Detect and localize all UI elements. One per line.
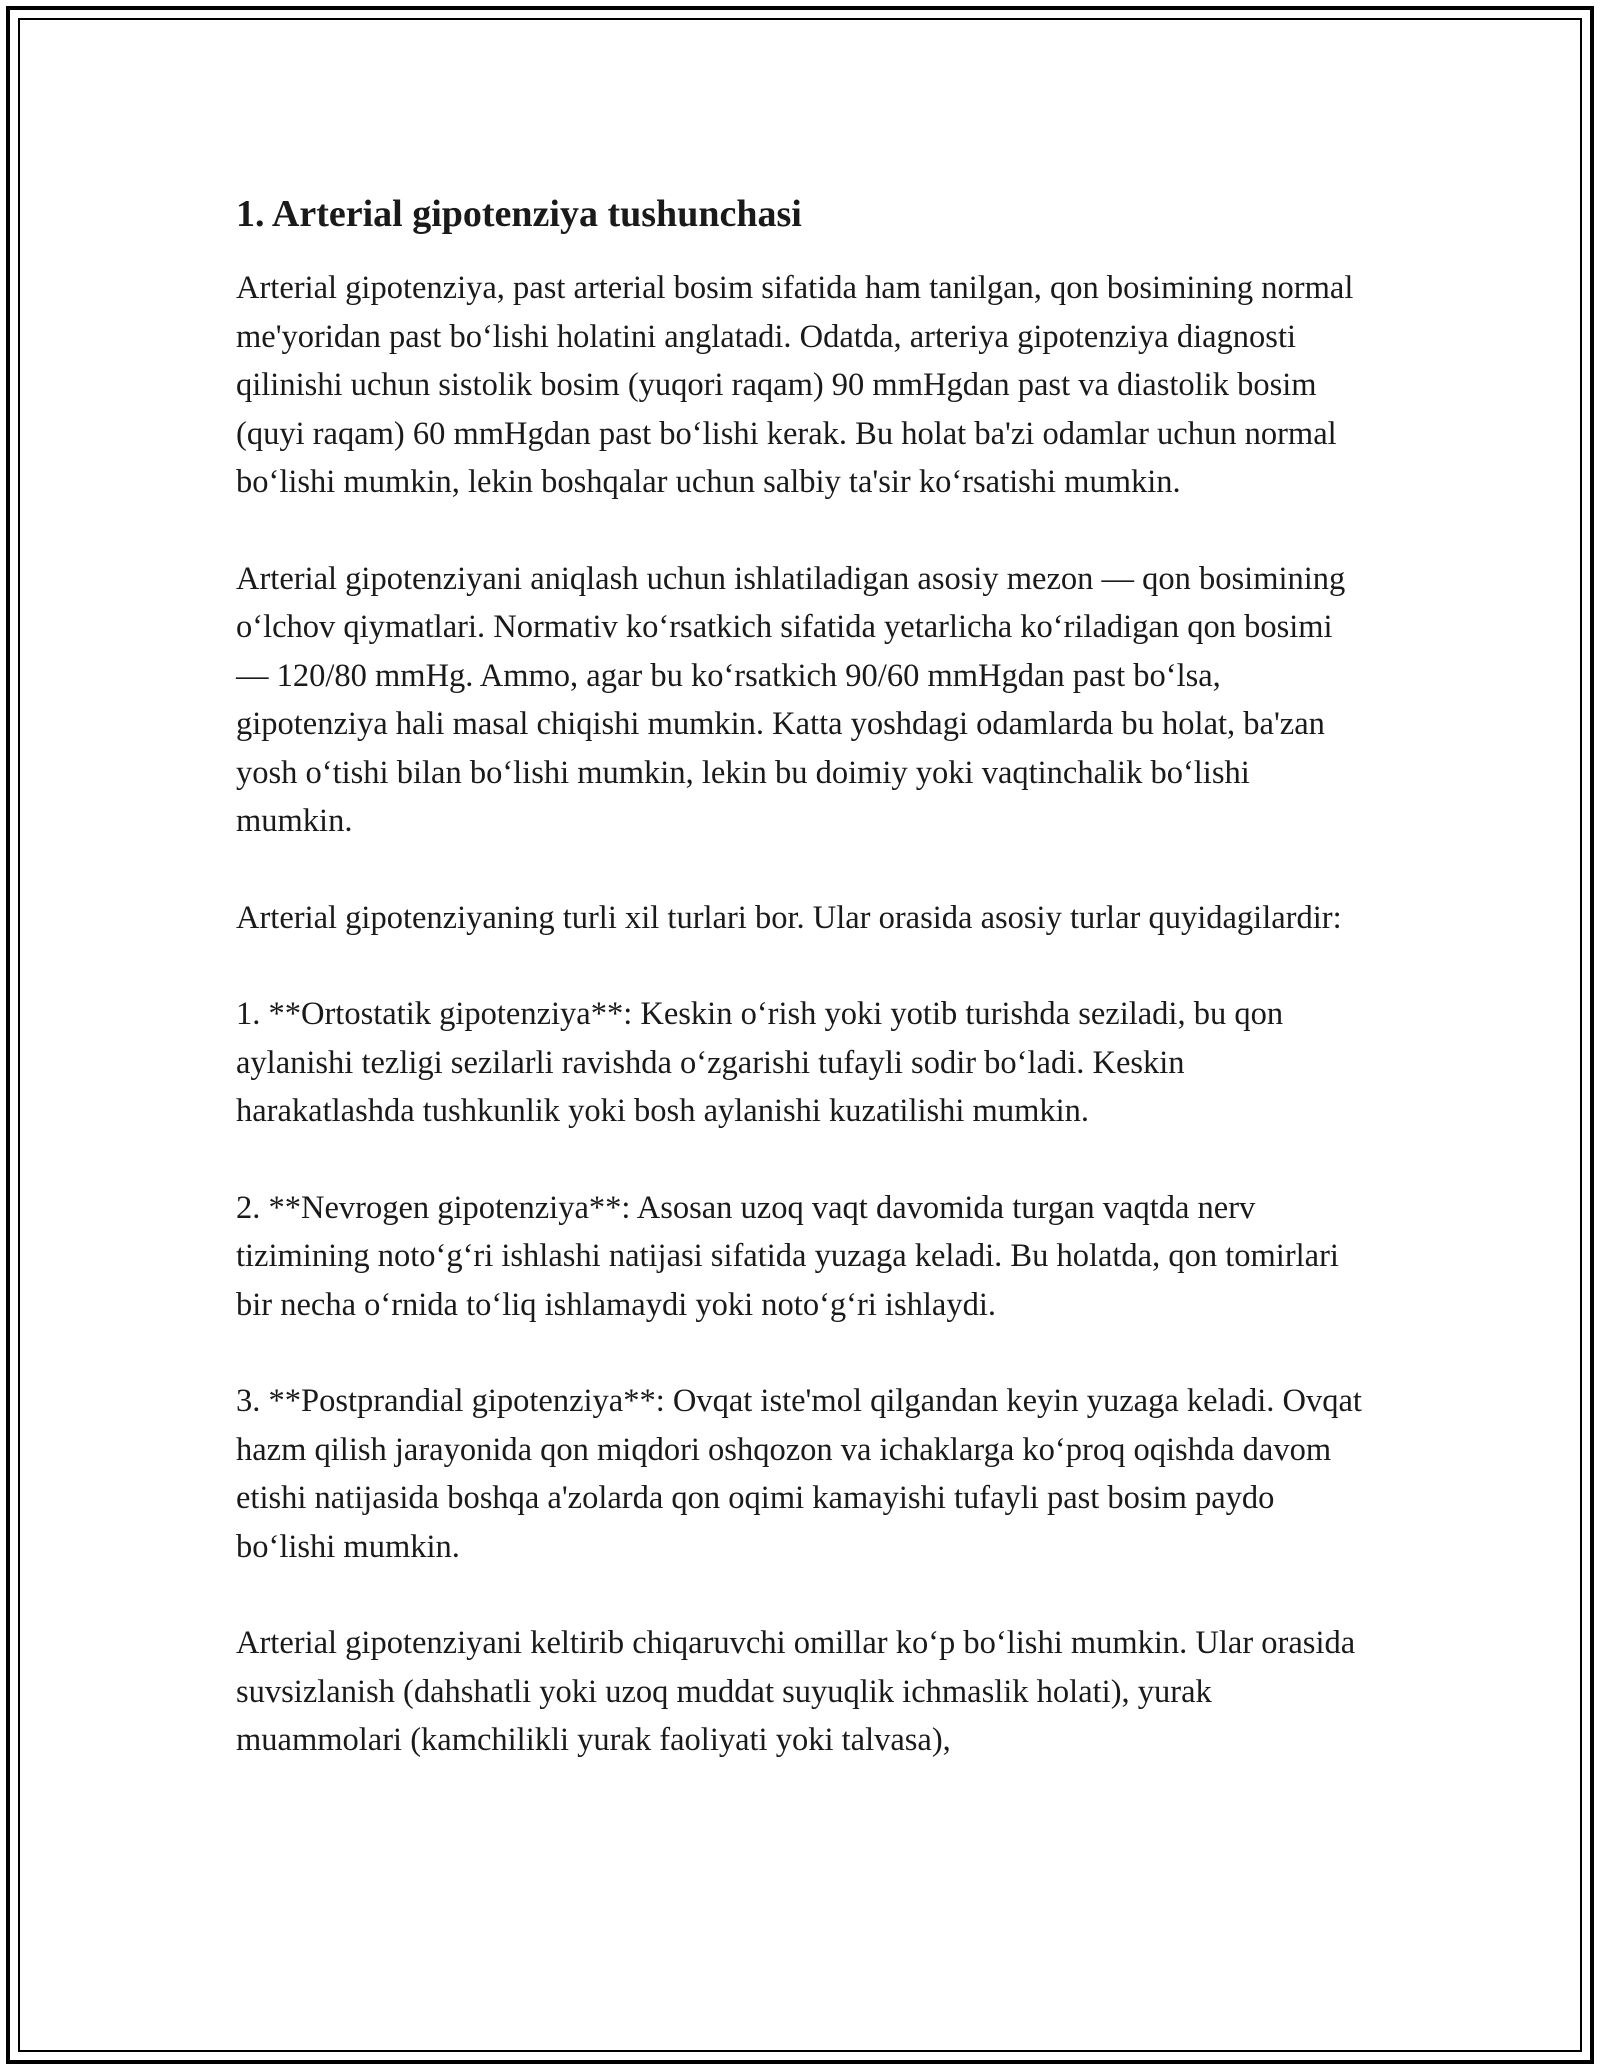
paragraph-definition: Arterial gipotenziya, past arterial bosim sifatida ham tanilgan, qon bosimining normal me'yoridan past boʻlishi holatini anglatadi. Odatda, arteriya gipotenziya diagnosti qilinishi uchun sistolik bosim (yuqori raqam) 90 mmHgdan past va diastolik bosim (quyi raqam) 60 mmHgdan past boʻlishi kerak. Bu holat ba'zi odamlar uchun normal boʻlishi mumkin, lekin boshqalar uchun salbiy ta'sir koʻrsatishi mumkin. (236, 270, 1354, 500)
section-title: 1. Arterial gipotenziya tushunchasi (236, 193, 802, 235)
paragraph-types-intro: Arterial gipotenziyaning turli xil turlari bor. Ular orasida asosiy turlar quyidagilardir: (236, 899, 1342, 936)
list-item-neurogenic: 2. **Nevrogen gipotenziya**: Asosan uzoq vaqt davomida turgan vaqtda nerv tizimining notoʻgʻri ishlashi natijasi sifatida yuzaga keladi. Bu holatda, qon tomirlari bir necha oʻrnida toʻliq ishlamaydi yoki notoʻgʻri ishlaydi. (236, 1189, 1339, 1323)
paragraph-causes: Arterial gipotenziyani keltirib chiqaruvchi omillar koʻp boʻlishi mumkin. Ular orasida suvsizlanish (dahshatli yoki uzoq muddat suyuqlik ichmaslik holati), yurak muammolari (kamchilikli yurak faoliyati yoki talvasa), (236, 1625, 1356, 1758)
list-item-orthostatic: 1. **Ortostatik gipotenziya**: Keskin oʻrish yoki yotib turishda seziladi, bu qon aylanishi tezligi sezilarli ravishda oʻzgarishi tufayli sodir boʻladi. Keskin harakatlashda tushkunlik yoki bosh aylanishi kuzatilishi mumkin. (236, 996, 1284, 1129)
document-body (236, 186, 1366, 1813)
list-item-postprandial: 3. **Postprandial gipotenziya**: Ovqat iste'mol qilgandan keyin yuzaga keladi. Ovqat hazm qilish jarayonida qon miqdori oshqozon va ichaklarga koʻproq oqishda davom etishi natijasida boshqa a'zolarda qon oqimi kamayishi tufayli past bosim paydo boʻlishi mumkin. (236, 1383, 1362, 1565)
paragraph-criteria: Arterial gipotenziyani aniqlash uchun ishlatiladigan asosiy mezon — qon bosimining oʻlchov qiymatlari. Normativ koʻrsatkich sifatida yetarlicha koʻriladigan qon bosimi — 120/80 mmHg. Ammo, agar bu koʻrsatkich 90/60 mmHgdan past boʻlsa, gipotenziya hali masal chiqishi mumkin. Katta yoshdagi odamlarda bu holat, ba'zan yosh oʻtishi bilan boʻlishi mumkin, lekin bu doimiy yoki vaqtinchalik boʻlishi mumkin. (236, 560, 1346, 839)
